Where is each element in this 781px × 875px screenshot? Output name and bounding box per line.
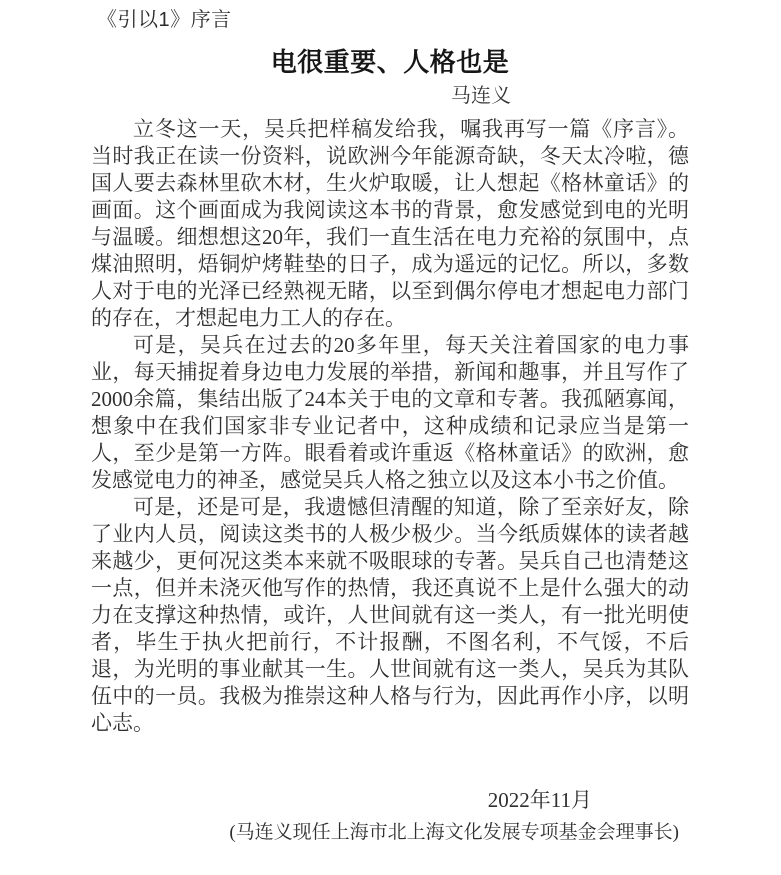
document-content	[91, 46, 689, 846]
date-line: 2022年11月	[487, 788, 592, 812]
author-name: 马连义	[451, 85, 511, 107]
footer-note: (马连义现任上海市北上海文化发展专项基金会理事长)	[229, 822, 679, 843]
paragraph-2: 可是，吴兵在过去的20多年里，每天关注着国家的电力事业，每天捕捉着身边电力发展的举措，新闻和趣事，并且写作了2000余篇，集结出版了24本关于电的文章和专著。我孤陋寡闻，想象中在我们国家非专业记者中，这种成绩和记录应当是第一人，至少是第一方阵。眼看着或许重返《格林童话》的欧洲，愈发感觉电力的神圣，感觉吴兵人格之独立以及这本小书之价值。	[91, 333, 689, 492]
paragraph-1: 立冬这一天，吴兵把样稿发给我，嘱我再写一篇《序言》。当时我正在读一份资料，说欧洲今年能源奇缺，冬天太冷啦，德国人要去森林里砍木材，生火炉取暖，让人想起《格林童话》的画面。这个画面成为我阅读这本书的背景，愈发感觉到电的光明与温暖。细想想这20年，我们一直生活在电力充裕的氛围中，点煤油照明，焐铜炉烤鞋垫的日子，成为遥远的记忆。所以，多数人对于电的光泽已经熟视无睹，以至到偶尔停电才想起电力部门的存在，才想起电力工人的存在。	[91, 117, 689, 330]
document-series-label: 《引以1》序言	[97, 9, 232, 31]
page-title: 电很重要、人格也是	[270, 47, 510, 77]
paragraph-3: 可是，还是可是，我遗憾但清醒的知道，除了至亲好友，除了业内人员，阅读这类书的人极少极少。当今纸质媒体的读者越来越少，更何况这类本来就不吸眼球的专著。吴兵自己也清楚这一点，但并未浇灭他写作的热情，我还真说不上是什么强大的动力在支撑这种热情，或许，人世间就有这一类人，有一批光明使者，毕生于执火把前行，不计报酬，不图名利，不气馁，不后退，为光明的事业献其一生。人世间就有这一类人，吴兵为其队伍中的一员。我极为推崇这种人格与行为，因此再作小序，以明心志。	[91, 495, 689, 735]
document-body	[91, 116, 689, 737]
author-line	[91, 84, 689, 108]
